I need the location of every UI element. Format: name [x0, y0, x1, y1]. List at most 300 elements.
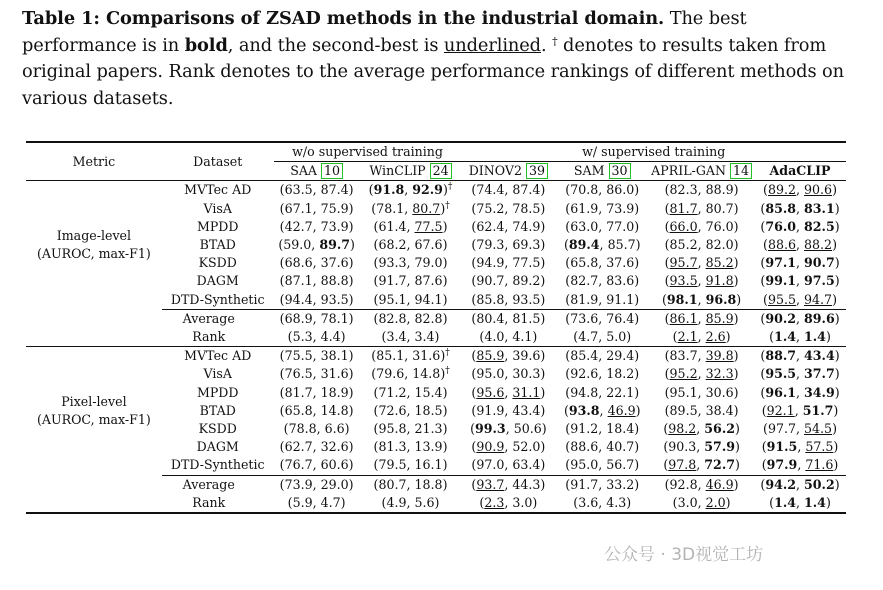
score-cell: (81.7, 18.9): [279, 384, 354, 400]
score-maxf1: 38.4: [705, 402, 734, 418]
score-auroc: 91.7: [378, 273, 407, 289]
score-maxf1: 63.4: [512, 457, 541, 473]
metric-measure: (AUROC, max-F1): [36, 246, 151, 262]
summary-row: [26, 309, 846, 328]
score-cell: (93.7, 44.3): [461, 475, 555, 494]
score-cell: (94.8, 22.1): [565, 384, 640, 400]
score-cell: (91.9, 43.4): [471, 402, 546, 418]
score-cell: (81.3, 13.9): [373, 439, 448, 455]
score-auroc: 85.8: [476, 291, 505, 307]
score-cell: (81.9, 91.1): [565, 291, 640, 307]
score-cell: (88.7, 43.4): [754, 347, 846, 366]
score-maxf1: 85.9: [705, 310, 734, 326]
score-cell: (93.8, 46.9): [563, 402, 641, 418]
caption-label: Table 1: Comparisons of ZSAD methods in the industrial domain.: [22, 8, 665, 29]
score-auroc: 92.8: [669, 476, 698, 492]
score-maxf1: 94.7: [804, 291, 833, 307]
dataset-name: KSDD: [198, 421, 237, 437]
score-auroc: 76.0: [765, 218, 797, 234]
score-maxf1: 83.1: [804, 200, 835, 216]
score-cell: (97.8, 72.7): [663, 457, 740, 473]
score-auroc: 88.7: [765, 348, 797, 364]
score-maxf1: 73.9: [606, 200, 635, 216]
score-auroc: 81.3: [378, 439, 407, 455]
score-cell: (89.5, 38.4): [664, 402, 739, 418]
citation-link[interactable]: 30: [609, 163, 631, 179]
score-maxf1: 78.1: [320, 310, 349, 326]
score-maxf1: 54.5: [804, 421, 833, 437]
score-cell: (95.5, 94.7): [763, 291, 837, 307]
score-maxf1: 37.7: [804, 366, 835, 382]
score-cell: (87.1, 88.8): [279, 273, 354, 289]
score-maxf1: 5.0: [606, 329, 627, 345]
score-auroc: 73.9: [284, 476, 313, 492]
score-auroc: 95.2: [669, 366, 698, 382]
score-auroc: 2.3: [484, 494, 505, 510]
score-cell: (86.1, 85.9): [649, 309, 754, 328]
score-auroc: 3.6: [578, 494, 599, 510]
summary-label: Average: [162, 475, 274, 494]
score-auroc: 95.0: [476, 366, 505, 382]
score-maxf1: 18.8: [414, 476, 443, 492]
score-cell: (1.4, 1.4): [754, 494, 846, 513]
dataset-name: DAGM: [196, 273, 239, 289]
score-auroc: 89.5: [669, 402, 698, 418]
score-maxf1: 93.5: [320, 291, 349, 307]
score-auroc: 93.7: [476, 476, 505, 492]
score-maxf1: 96.8: [705, 291, 737, 307]
score-cell: (80.7, 18.8): [360, 475, 462, 494]
header-method-adaclip: [754, 162, 846, 181]
score-auroc: 73.6: [570, 310, 599, 326]
score-cell: (83.7, 39.8): [649, 347, 754, 366]
score-auroc: 91.8: [373, 182, 405, 198]
score-maxf1: 6.6: [324, 421, 345, 437]
citation-link[interactable]: 14: [730, 163, 752, 179]
score-maxf1: 4.7: [320, 494, 341, 510]
score-auroc: 63.5: [284, 182, 313, 198]
score-maxf1: 39.8: [705, 348, 734, 364]
score-maxf1: 57.5: [805, 439, 834, 455]
score-cell: (3.0, 2.0): [649, 494, 754, 513]
score-auroc: 74.4: [476, 182, 505, 198]
score-maxf1: 56.7: [606, 457, 635, 473]
metric-label: [26, 347, 162, 475]
dataset-name: MPDD: [196, 384, 239, 400]
score-auroc: 82.8: [378, 310, 407, 326]
caption-text-4: denotes to results taken from original papers. Rank denotes to the average performance rankings of different methods on various datasets.: [22, 34, 844, 109]
score-maxf1: 76.4: [606, 310, 635, 326]
score-cell: (70.8, 86.0): [555, 181, 649, 200]
score-auroc: 98.2: [668, 421, 697, 437]
score-cell: (76.5, 31.6): [279, 366, 354, 382]
score-cell: (78.1, 80.7)†: [371, 200, 450, 216]
score-auroc: 94.8: [570, 384, 599, 400]
score-maxf1: 71.6: [805, 457, 834, 473]
score-auroc: 99.3: [475, 421, 506, 437]
score-maxf1: 33.2: [606, 476, 635, 492]
score-cell: (3.4, 3.4): [381, 329, 440, 345]
score-cell: (93.3, 79.0): [373, 255, 448, 271]
score-cell: (4.9, 5.6): [360, 494, 462, 513]
score-cell: (96.1, 34.9): [760, 384, 840, 400]
method-name: SAM: [573, 163, 605, 179]
citation-link[interactable]: 39: [526, 163, 548, 179]
score-cell: (59.0, 89.7): [278, 237, 355, 253]
score-maxf1: 14.8: [320, 402, 349, 418]
score-cell: (63.5, 87.4): [274, 181, 360, 200]
score-maxf1: 4.3: [606, 494, 627, 510]
score-maxf1: 30.6: [705, 384, 734, 400]
score-maxf1: 32.3: [705, 366, 734, 382]
caption-text-2: , and the second-best is: [227, 34, 444, 56]
score-cell: (90.9, 52.0): [471, 439, 546, 455]
score-maxf1: 13.9: [414, 439, 443, 455]
score-auroc: 92.1: [766, 402, 795, 418]
score-cell: (75.2, 78.5): [471, 200, 546, 216]
score-auroc: 95.0: [570, 457, 599, 473]
dataset-name: DTD-Synthetic: [170, 457, 265, 473]
citation-link[interactable]: 10: [321, 163, 343, 179]
metric-label: [26, 181, 162, 309]
score-auroc: 85.4: [570, 348, 599, 364]
score-cell: (95.5, 37.7): [760, 366, 840, 382]
score-maxf1: 50.6: [513, 421, 542, 437]
score-auroc: 62.4: [476, 218, 505, 234]
header-method-april-gan: [649, 162, 754, 181]
score-cell: (79.5, 16.1): [373, 457, 448, 473]
score-auroc: 87.1: [284, 273, 313, 289]
score-auroc: 65.8: [570, 255, 599, 271]
score-cell: (90.7, 89.2): [471, 273, 546, 289]
score-cell: (98.1, 96.8): [661, 291, 742, 307]
dagger-mark: †: [445, 366, 450, 377]
score-maxf1: 67.6: [414, 237, 443, 253]
caption-dagger: †: [552, 34, 558, 48]
score-cell: (75.5, 38.1): [274, 347, 360, 366]
score-maxf1: 4.1: [512, 329, 533, 345]
score-cell: (93.5, 91.8): [664, 273, 739, 289]
score-auroc: 99.1: [765, 273, 797, 289]
score-cell: (81.7, 80.7): [664, 200, 739, 216]
score-cell: (85.8, 83.1): [760, 200, 840, 216]
score-cell: (65.8, 37.6): [565, 255, 640, 271]
score-maxf1: 85.7: [607, 237, 636, 253]
score-cell: (82.8, 82.8): [360, 309, 462, 328]
score-auroc: 90.3: [668, 439, 697, 455]
score-auroc: 1.4: [774, 494, 797, 510]
score-cell: (97.7, 54.5): [763, 421, 837, 437]
score-maxf1: 79.0: [414, 255, 443, 271]
score-cell: (89.4, 85.7): [563, 237, 641, 253]
score-auroc: 97.9: [766, 457, 798, 473]
score-auroc: 91.7: [570, 476, 599, 492]
score-auroc: 68.6: [284, 255, 313, 271]
score-cell: (1.4, 1.4): [769, 329, 831, 345]
score-auroc: 85.2: [669, 237, 698, 253]
method-name: AdaCLIP: [769, 163, 831, 179]
score-auroc: 88.6: [570, 439, 599, 455]
score-maxf1: 18.5: [414, 402, 443, 418]
score-cell: (65.8, 14.8): [279, 402, 354, 418]
caption-text-3: .: [540, 34, 553, 56]
score-cell: (95.2, 32.3): [664, 366, 739, 382]
score-maxf1: 38.1: [320, 348, 349, 364]
score-auroc: 67.1: [284, 200, 313, 216]
score-cell: (63.0, 77.0): [565, 218, 640, 234]
score-cell: (85.8, 93.5): [471, 291, 546, 307]
score-auroc: 76.7: [284, 457, 313, 473]
score-cell: (92.8, 46.9): [649, 475, 754, 494]
summary-label: Rank: [162, 494, 274, 513]
score-auroc: 81.7: [284, 384, 313, 400]
score-maxf1: 52.0: [512, 439, 541, 455]
dataset-name: DAGM: [196, 439, 239, 455]
score-auroc: 91.9: [476, 402, 505, 418]
score-auroc: 1.4: [774, 329, 797, 345]
score-cell: (42.7, 73.9): [279, 218, 354, 234]
score-maxf1: 51.7: [802, 402, 834, 418]
score-cell: (85.2, 82.0): [664, 237, 739, 253]
score-cell: (95.6, 31.1): [471, 384, 546, 400]
caption-bold-word: bold: [184, 34, 228, 56]
score-auroc: 82.7: [570, 273, 599, 289]
score-auroc: 4.7: [578, 329, 599, 345]
score-auroc: 5.3: [292, 329, 313, 345]
score-auroc: 94.9: [476, 255, 505, 271]
score-auroc: 97.8: [668, 457, 697, 473]
header-method-sam: [555, 162, 649, 181]
score-maxf1: 57.9: [704, 439, 735, 455]
score-auroc: 85.8: [765, 200, 797, 216]
summary-label: Rank: [192, 329, 226, 345]
score-auroc: 75.5: [284, 348, 313, 364]
score-auroc: 93.5: [669, 273, 698, 289]
score-cell: (97.9, 71.6): [761, 457, 839, 473]
score-cell: (95.1, 94.1): [373, 291, 448, 307]
score-auroc: 85.1: [376, 348, 405, 364]
score-auroc: 79.3: [476, 237, 505, 253]
score-auroc: 78.1: [376, 200, 405, 216]
score-maxf1: 73.9: [320, 218, 349, 234]
score-auroc: 86.1: [669, 310, 698, 326]
score-maxf1: 29.4: [606, 348, 635, 364]
score-maxf1: 3.4: [414, 329, 435, 345]
method-name: SAA: [290, 163, 318, 179]
score-auroc: 90.9: [476, 439, 505, 455]
score-cell: (90.3, 57.9): [663, 439, 740, 455]
score-maxf1: 43.4: [804, 348, 835, 364]
dagger-mark: †: [445, 348, 450, 359]
score-maxf1: 77.0: [606, 218, 635, 234]
score-auroc: 97.7: [767, 421, 797, 437]
score-auroc: 71.2: [378, 384, 407, 400]
score-cell: (82.3, 88.9): [649, 181, 754, 200]
score-auroc: 80.4: [476, 310, 505, 326]
summary-row: [26, 475, 846, 494]
score-maxf1: 89.6: [804, 310, 835, 326]
score-cell: (91.7, 87.6): [373, 273, 448, 289]
score-auroc: 65.8: [284, 402, 313, 418]
score-maxf1: 82.5: [804, 218, 835, 234]
dataset-name: VisA: [203, 200, 232, 216]
score-cell: (94.9, 77.5): [471, 255, 546, 271]
score-cell: (88.6, 88.2): [763, 237, 837, 253]
dataset-name: MVTec AD: [162, 347, 274, 366]
score-cell: (67.1, 75.9): [279, 200, 354, 216]
score-maxf1: 92.9: [412, 182, 443, 198]
score-maxf1: 56.2: [704, 421, 735, 437]
score-maxf1: 80.7: [705, 200, 734, 216]
method-name: APRIL-GAN: [651, 163, 726, 179]
score-maxf1: 31.6: [320, 366, 349, 382]
score-cell: (92.6, 18.2): [565, 366, 640, 382]
score-cell: (72.6, 18.5): [373, 402, 448, 418]
metric-measure: (AUROC, max-F1): [36, 412, 151, 428]
score-cell: (68.2, 67.6): [373, 237, 448, 253]
score-cell: (2.1, 2.6): [672, 329, 731, 345]
score-maxf1: 15.4: [414, 384, 443, 400]
score-auroc: 59.0: [283, 237, 312, 253]
score-maxf1: 89.7: [319, 237, 350, 253]
score-maxf1: 3.0: [512, 494, 533, 510]
score-maxf1: 91.1: [606, 291, 635, 307]
watermark-text: 公众号 · 3D视觉工坊: [604, 545, 764, 565]
score-auroc: 79.6: [376, 366, 405, 382]
header-method-dinov2: [461, 162, 555, 181]
header-dataset: Dataset: [162, 142, 274, 181]
score-auroc: 66.0: [669, 218, 698, 234]
score-maxf1: 29.0: [320, 476, 349, 492]
score-auroc: 95.5: [767, 291, 797, 307]
score-auroc: 62.7: [284, 439, 313, 455]
score-auroc: 95.5: [765, 366, 797, 382]
caption-underlined-word: underlined: [443, 34, 541, 56]
score-auroc: 81.9: [570, 291, 599, 307]
score-maxf1: 93.5: [512, 291, 541, 307]
score-maxf1: 16.1: [414, 457, 443, 473]
metric-spacer: [26, 309, 162, 346]
score-auroc: 79.5: [378, 457, 407, 473]
score-maxf1: 21.3: [414, 421, 443, 437]
dataset-name: BTAD: [199, 402, 236, 418]
score-maxf1: 4.4: [320, 329, 341, 345]
score-maxf1: 34.9: [804, 384, 835, 400]
score-auroc: 63.0: [570, 218, 599, 234]
score-cell: (74.4, 87.4): [461, 181, 555, 200]
score-auroc: 2.1: [677, 329, 698, 345]
summary-label: Average: [162, 309, 274, 328]
score-auroc: 68.9: [284, 310, 313, 326]
score-cell: (95.7, 85.2): [664, 255, 739, 271]
caption-text-1: The best performance is in: [22, 8, 747, 56]
score-cell: (95.0, 30.3): [471, 366, 546, 382]
metric-level: Pixel-level: [61, 393, 127, 409]
score-auroc: 76.5: [284, 366, 313, 382]
score-maxf1: 31.1: [512, 384, 541, 400]
score-cell: (3.6, 4.3): [555, 494, 649, 513]
method-name: DINOV2: [468, 163, 522, 179]
score-cell: (99.3, 50.6): [470, 421, 547, 437]
score-cell: (88.6, 40.7): [565, 439, 640, 455]
citation-link[interactable]: 24: [430, 163, 452, 179]
score-maxf1: 88.2: [804, 237, 833, 253]
dataset-name: KSDD: [198, 255, 237, 271]
score-auroc: 68.2: [378, 237, 407, 253]
score-auroc: 75.2: [476, 200, 505, 216]
score-auroc: 61.9: [570, 200, 599, 216]
score-auroc: 95.8: [378, 421, 407, 437]
score-maxf1: 37.6: [606, 255, 635, 271]
score-maxf1: 85.2: [705, 255, 734, 271]
score-auroc: 94.4: [284, 291, 313, 307]
score-maxf1: 77.5: [512, 255, 541, 271]
score-cell: (76.7, 60.6): [279, 457, 354, 473]
score-auroc: 81.7: [669, 200, 698, 216]
score-maxf1: 77.5: [414, 218, 443, 234]
score-maxf1: 18.9: [320, 384, 349, 400]
score-auroc: 90.2: [765, 310, 797, 326]
score-maxf1: 5.6: [414, 494, 435, 510]
score-cell: (91.5, 57.5): [761, 439, 839, 455]
dagger-mark: †: [447, 182, 453, 193]
score-maxf1: 44.3: [512, 476, 541, 492]
score-auroc: 91.2: [570, 421, 599, 437]
score-auroc: 4.0: [484, 329, 505, 345]
score-auroc: 85.9: [476, 348, 505, 364]
header-method-saa: [274, 162, 360, 181]
score-maxf1: 69.3: [512, 237, 541, 253]
header-group-unsupervised: w/o supervised training: [274, 142, 462, 162]
score-cell: (78.8, 6.6): [283, 421, 350, 437]
score-maxf1: 74.9: [512, 218, 541, 234]
table-caption: [22, 6, 862, 112]
score-maxf1: 40.7: [606, 439, 635, 455]
score-auroc: 78.8: [288, 421, 317, 437]
score-maxf1: 30.3: [512, 366, 541, 382]
score-maxf1: 60.6: [320, 457, 349, 473]
score-maxf1: 82.0: [705, 237, 734, 253]
score-auroc: 93.8: [568, 402, 600, 418]
score-maxf1: 90.6: [804, 182, 833, 198]
score-cell: (79.3, 69.3): [471, 237, 546, 253]
score-cell: (98.2, 56.2): [663, 421, 740, 437]
score-cell: (90.2, 89.6): [754, 309, 846, 328]
score-maxf1: 83.6: [606, 273, 635, 289]
score-maxf1: 94.1: [414, 291, 443, 307]
score-maxf1: 80.7: [412, 200, 441, 216]
dataset-name: BTAD: [199, 237, 236, 253]
score-maxf1: 78.5: [512, 200, 541, 216]
score-maxf1: 37.6: [320, 255, 349, 271]
metric-spacer: [26, 475, 162, 513]
score-cell: (92.1, 51.7): [761, 402, 839, 418]
score-cell: (95.1, 30.6): [664, 384, 739, 400]
dagger-mark: †: [445, 200, 450, 211]
dataset-name: MPDD: [196, 218, 239, 234]
score-cell: (73.6, 76.4): [555, 309, 649, 328]
score-auroc: 95.6: [476, 384, 505, 400]
score-maxf1: 97.5: [804, 273, 835, 289]
score-auroc: 90.7: [476, 273, 505, 289]
score-cell: (61.9, 73.9): [565, 200, 640, 216]
table-row: [26, 181, 846, 200]
score-auroc: 42.7: [284, 218, 313, 234]
score-cell: (79.6, 14.8)†: [371, 366, 450, 382]
score-maxf1: 82.8: [414, 310, 443, 326]
score-auroc: 4.9: [386, 494, 407, 510]
score-maxf1: 86.0: [606, 182, 635, 198]
